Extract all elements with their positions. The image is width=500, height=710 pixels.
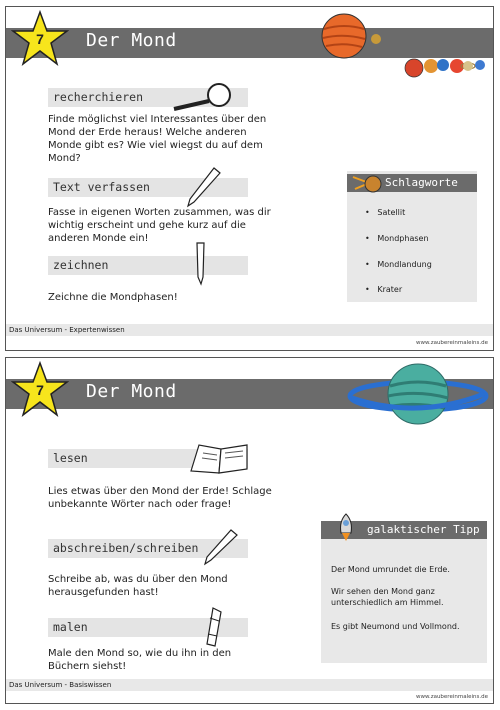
star-icon bbox=[11, 10, 69, 68]
task-text-read: Lies etwas über den Mond der Erde! Schlage unbekannte Wörter nach oder frage! bbox=[48, 486, 272, 510]
task-heading-copy: abschreiben/schreiben bbox=[48, 539, 248, 558]
tip-box bbox=[321, 521, 487, 663]
task-heading-draw: zeichnen bbox=[48, 256, 248, 275]
website-url: www.zaubereinmaleins.de bbox=[415, 340, 488, 346]
task-card-expert bbox=[5, 6, 494, 351]
keyword-item: • Mondphasen bbox=[365, 234, 429, 243]
pencil-icon bbox=[184, 164, 224, 209]
task-heading-paint: malen bbox=[48, 618, 248, 637]
keywords-title: Schlagworte bbox=[347, 174, 477, 192]
book-icon bbox=[189, 441, 251, 475]
card-title: Der Mond bbox=[86, 30, 177, 51]
keyword-item: • Krater bbox=[365, 285, 403, 294]
tip-line: Wir sehen den Mond ganz unterschiedlich am Himmel. bbox=[331, 587, 444, 607]
magnifier-icon bbox=[169, 81, 239, 115]
star-icon bbox=[11, 361, 69, 419]
card-footer: Das Universum - Basiswissen bbox=[6, 679, 493, 691]
task-text-research: Finde möglichst viel Interessantes über den Mond der Erde heraus! Welche anderen Monde gibt es? Wie viel wiegst du auf dem Mond? bbox=[48, 114, 267, 164]
tip-title: galaktischer Tipp bbox=[321, 521, 487, 539]
meteor-icon bbox=[351, 171, 383, 195]
planet-icon bbox=[316, 9, 491, 79]
crayon-icon bbox=[199, 606, 229, 648]
card-title: Der Mond bbox=[86, 381, 177, 402]
pencil-icon bbox=[191, 241, 211, 286]
task-text-draw: Zeichne die Mondphasen! bbox=[48, 292, 178, 303]
card-number: 7 bbox=[36, 31, 44, 47]
card-number: 7 bbox=[36, 382, 44, 398]
task-heading-read: lesen bbox=[48, 449, 248, 468]
task-card-basic bbox=[5, 357, 494, 704]
task-text-paint: Male den Mond so, wie du ihn in den Büchern siehst! bbox=[48, 648, 232, 672]
keyword-item: • Satellit bbox=[365, 208, 406, 217]
tip-line: Der Mond umrundet die Erde. bbox=[331, 565, 450, 574]
task-heading-research: recherchieren bbox=[48, 88, 248, 107]
planet-icon bbox=[346, 358, 491, 433]
tip-line: Es gibt Neumond und Vollmond. bbox=[331, 622, 460, 631]
pencil-icon bbox=[201, 526, 241, 566]
task-text-copy: Schreibe ab, was du über den Mond herausgefunden hast! bbox=[48, 574, 228, 598]
keywords-box bbox=[347, 171, 477, 302]
card-footer: Das Universum - Expertenwissen bbox=[6, 324, 493, 336]
website-url: www.zaubereinmaleins.de bbox=[415, 694, 488, 700]
task-text-write: Fasse in eigenen Worten zusammen, was dir wichtig erscheint und gehe kurz auf die anderen Monde ein! bbox=[48, 207, 271, 244]
task-heading-write: Text verfassen bbox=[48, 178, 248, 197]
rocket-icon bbox=[333, 513, 359, 543]
keyword-item: • Mondlandung bbox=[365, 260, 432, 269]
